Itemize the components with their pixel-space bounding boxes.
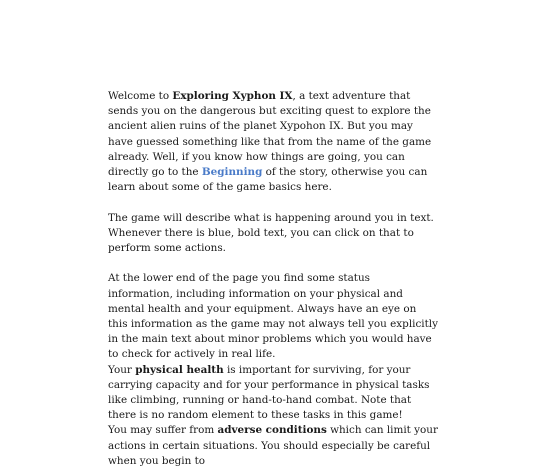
intro-text-b: , a text adventure that sends you on the dangerous but exciting quest to explore the ancient alien ruins of the planet Xypohon IX. But you may have guessed something like that from the name of the game already. Well, if you know how things are going, you can directly go to the — [108, 90, 432, 179]
beginning-link[interactable]: Beginning — [201, 166, 263, 179]
adverse-conditions-text-a: You may suffer from — [108, 424, 218, 437]
description-paragraph: The game will describe what is happening around you in text. Whenever there is blue, bold text, you can click on that to perform some actions. — [108, 211, 434, 255]
adverse-conditions-paragraph — [108, 423, 438, 469]
physical-health-text-a: Your — [108, 363, 136, 376]
main-text — [108, 89, 438, 469]
game-title: Exploring Xyphon IX — [172, 90, 293, 102]
physical-health-paragraph — [108, 363, 438, 424]
physical-health-term: physical health — [135, 363, 224, 376]
adverse-conditions-text-b: which can limit your actions in certain situations. You should especially be careful when you begin to — [108, 424, 438, 467]
adverse-conditions-term: adverse conditions — [217, 424, 327, 437]
intro-text-c: of the story, otherwise you can learn about some of the game basics here. — [108, 166, 428, 194]
physical-health-text-b: is important for surviving, for your carrying capacity and for your performance in physical tasks like climbing, running or hand-to-hand combat. Note that there is no random element to these tasks in this game! — [108, 363, 430, 422]
status-info-paragraph: At the lower end of the page you find some status information, including information on your physical and mental health and your equipment. Always have an eye on this information as the game may not always tell you explicitly in the main text about minor problems which you would have to check for actively in real life. — [108, 272, 438, 361]
intro-paragraph — [108, 89, 438, 195]
intro-text-a: Welcome to — [108, 90, 173, 102]
